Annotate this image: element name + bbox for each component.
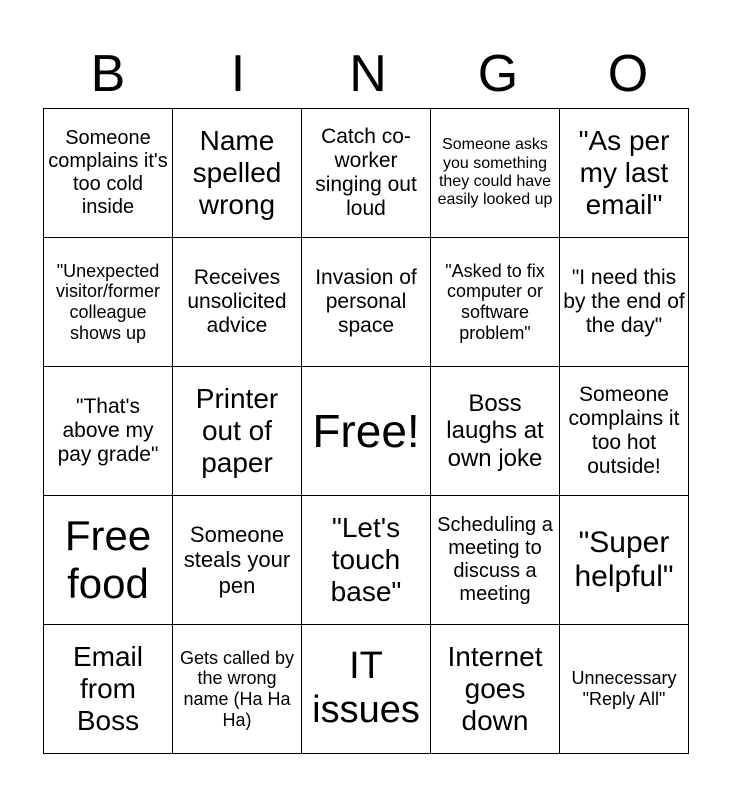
bingo-cell[interactable]: Printer out of paper bbox=[173, 367, 302, 496]
bingo-cell[interactable]: IT issues bbox=[302, 625, 431, 754]
bingo-cell[interactable]: Someone asks you something they could have easily looked up bbox=[431, 109, 560, 238]
free-space-cell[interactable]: Free! bbox=[302, 367, 431, 496]
board-row bbox=[44, 238, 689, 367]
header-letter-b: B bbox=[90, 45, 126, 103]
board-row bbox=[44, 496, 689, 625]
bingo-cell[interactable]: Boss laughs at own joke bbox=[431, 367, 560, 496]
bingo-cell[interactable]: "That's above my pay grade" bbox=[44, 367, 173, 496]
bingo-cell[interactable]: "Let's touch base" bbox=[302, 496, 431, 625]
bingo-cell[interactable]: Gets called by the wrong name (Ha Ha Ha) bbox=[173, 625, 302, 754]
header-letter-i: I bbox=[230, 45, 246, 103]
header-letter-n: N bbox=[349, 45, 387, 103]
bingo-cell[interactable]: Free food bbox=[44, 496, 173, 625]
bingo-cell[interactable]: Someone complains it's too cold inside bbox=[44, 109, 173, 238]
bingo-cell[interactable]: "Asked to fix computer or software problem" bbox=[431, 238, 560, 367]
bingo-cell[interactable]: "Unexpected visitor/former colleague shows up bbox=[44, 238, 173, 367]
header-letter-g: G bbox=[477, 45, 519, 103]
bingo-cell[interactable]: Email from Boss bbox=[44, 625, 173, 754]
bingo-cell[interactable]: Receives unsolicited advice bbox=[173, 238, 302, 367]
bingo-cell[interactable]: Unnecessary "Reply All" bbox=[560, 625, 689, 754]
bingo-cell[interactable]: Someone complains it too hot outside! bbox=[560, 367, 689, 496]
board-row bbox=[44, 109, 689, 238]
bingo-cell[interactable]: Name spelled wrong bbox=[173, 109, 302, 238]
bingo-header bbox=[43, 40, 693, 108]
bingo-cell[interactable]: Invasion of personal space bbox=[302, 238, 431, 367]
header-letter-o: O bbox=[607, 45, 649, 103]
bingo-cell[interactable]: "As per my last email" bbox=[560, 109, 689, 238]
bingo-board bbox=[43, 108, 689, 754]
bingo-cell[interactable]: Someone steals your pen bbox=[173, 496, 302, 625]
board-row bbox=[44, 367, 689, 496]
bingo-cell[interactable]: Catch co-worker singing out loud bbox=[302, 109, 431, 238]
bingo-cell[interactable]: Internet goes down bbox=[431, 625, 560, 754]
bingo-cell[interactable]: Scheduling a meeting to discuss a meeting bbox=[431, 496, 560, 625]
board-row bbox=[44, 625, 689, 754]
bingo-cell[interactable]: "I need this by the end of the day" bbox=[560, 238, 689, 367]
bingo-cell[interactable]: "Super helpful" bbox=[560, 496, 689, 625]
